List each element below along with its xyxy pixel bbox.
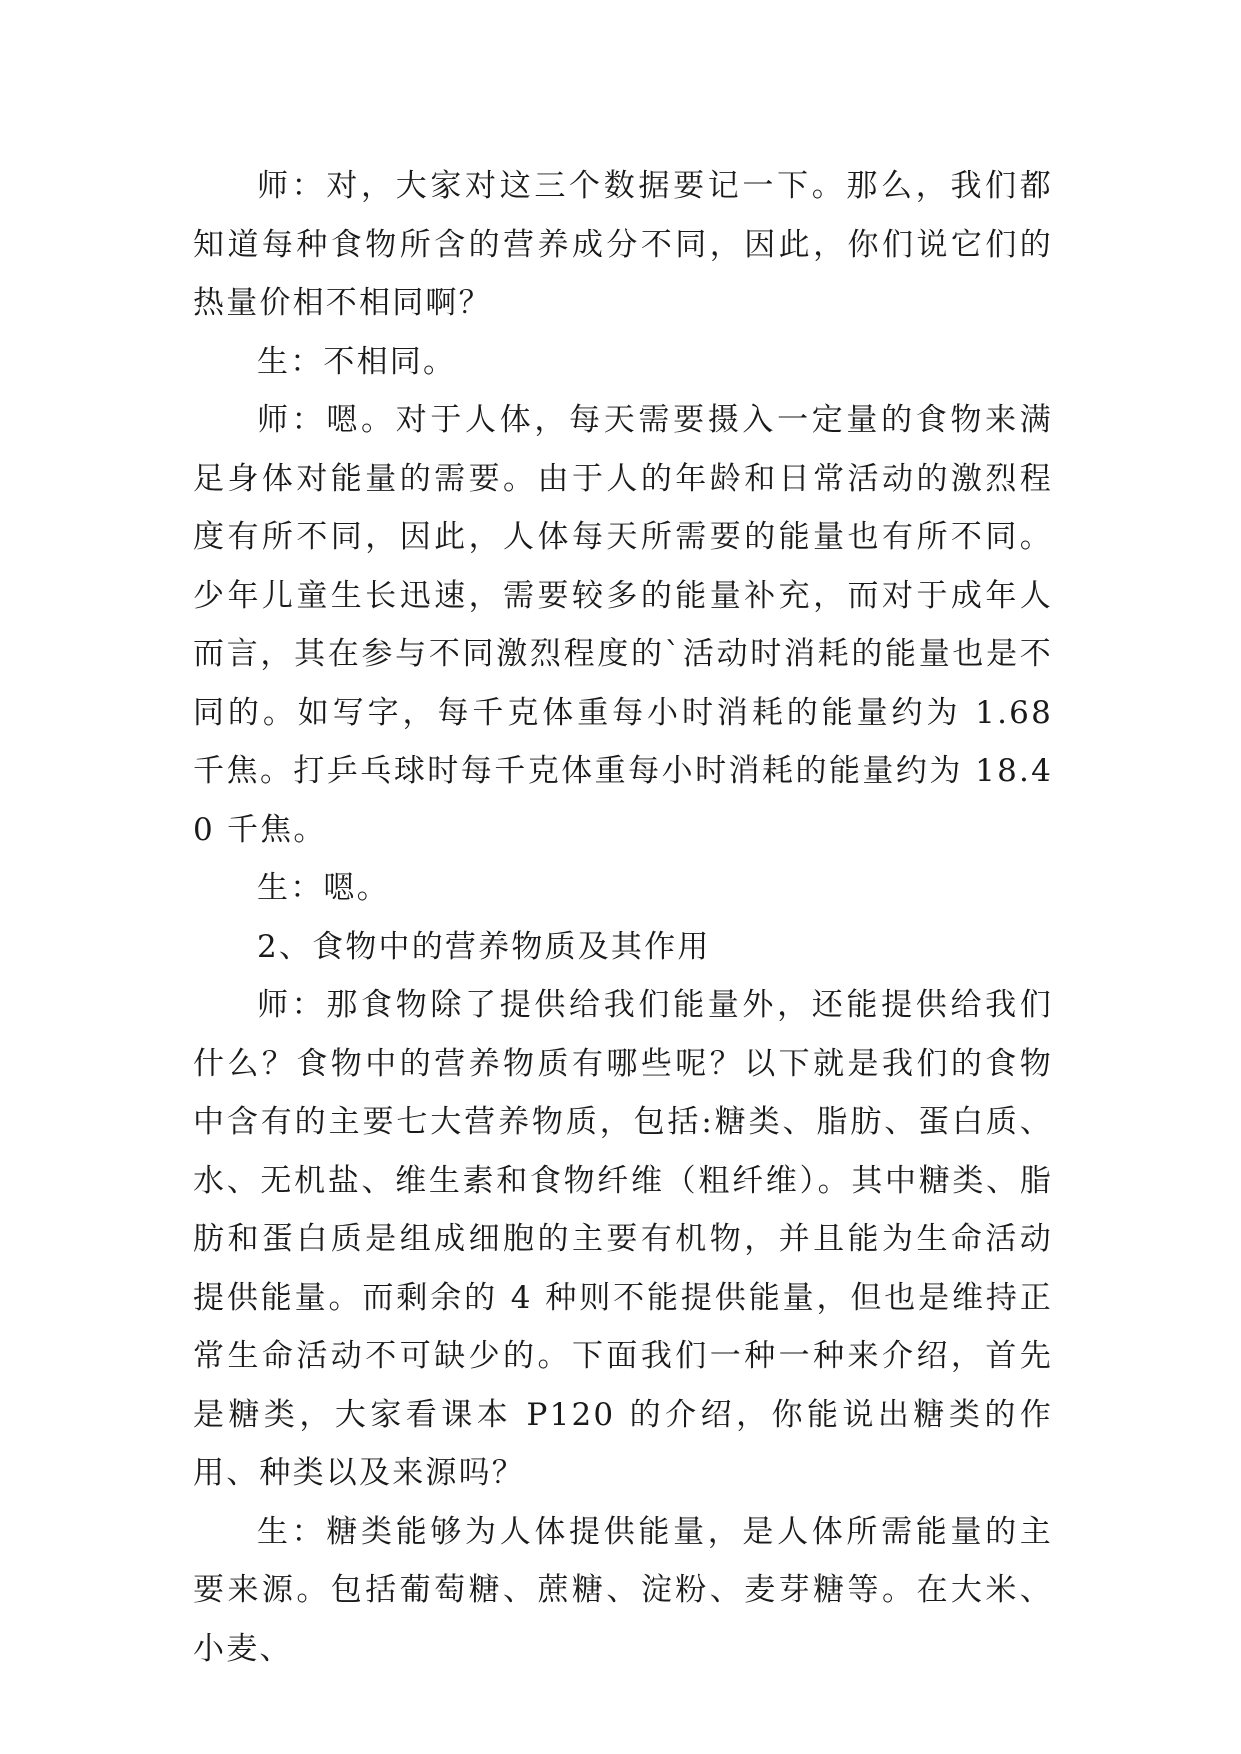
section-heading: 2、食物中的营养物质及其作用 (257, 928, 711, 965)
paragraph-teacher-2: 师：嗯。对于人体，每天需要摄入一定量的食物来满足身体对能量的需要。由于人的年龄和日常活动的激烈程度有所不同，因此，人体每天所需要的能量也有所不同。少年儿童生长迅速，需要较多的能量补充，而对于成年人而言，其在参与不同激烈程度的`活动时消耗的能量也是不同的。如写字，每千克体重每小时消耗的能量约为 1.68 千焦。打乒乓球时每千克体重每小时消耗的能量约为 18.40 千焦。 (193, 402, 1053, 848)
paragraph-student-1: 生：不相同。 (257, 343, 457, 380)
document-body (193, 157, 1053, 1678)
paragraph-student-3: 生：糖类能够为人体提供能量，是人体所需能量的主要来源。包括葡萄糖、蔗糖、淀粉、麦芽糖等。在大米、小麦、 (193, 1513, 1053, 1667)
paragraph-teacher-1: 师：对，大家对这三个数据要记一下。那么，我们都知道每种食物所含的营养成分不同，因此，你们说它们的热量价相不相同啊？ (193, 168, 1053, 321)
paragraph-teacher-3: 师：那食物除了提供给我们能量外，还能提供给我们什么？食物中的营养物质有哪些呢？以下就是我们的食物中含有的主要七大营养物质，包括:糖类、脂肪、蛋白质、水、无机盐、维生素和食物纤维（粗纤维）。其中糖类、脂肪和蛋白质是组成细胞的主要有机物，并且能为生命活动提供能量。而剩余的 4 种则不能提供能量，但也是维持正常生命活动不可缺少的。下面我们一种一种来介绍，首先是糖类，大家看课本 P120 的介绍，你能说出糖类的作用、种类以及来源吗？ (193, 987, 1053, 1491)
paragraph-student-2: 生：嗯。 (257, 870, 390, 906)
